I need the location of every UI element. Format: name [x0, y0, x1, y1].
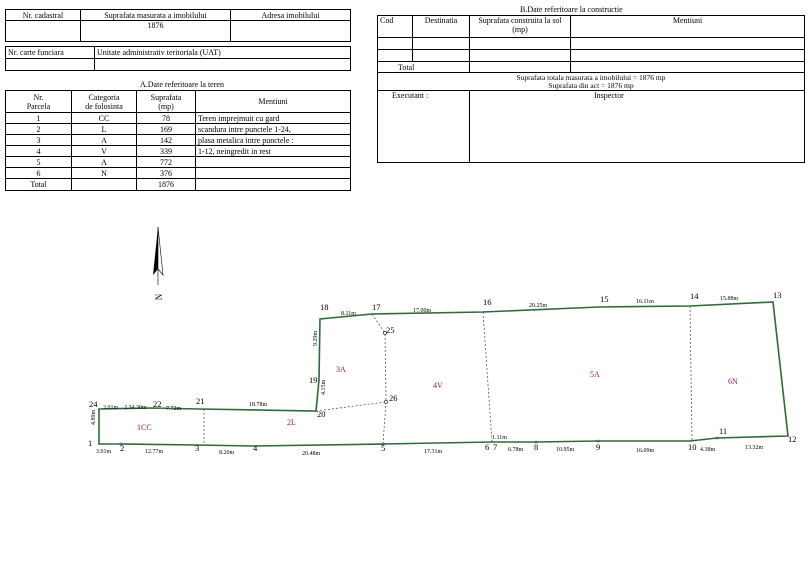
parcel-label: 1CC — [137, 423, 152, 432]
inspector-cell: Inspector — [470, 91, 805, 163]
point-label: 12 — [788, 434, 797, 444]
cell-nr: 1 — [6, 113, 72, 124]
point-label: 16 — [483, 297, 492, 307]
total-value: 1876 — [137, 179, 196, 191]
north-label: N — [154, 293, 164, 301]
header-suprafata-construita: Suprafata construita la sol (mp) — [470, 16, 571, 38]
distance-label: 16.09m — [636, 448, 655, 454]
teren-title: A.Date referitoare la teren — [140, 80, 224, 89]
distance-label: 10.95m — [556, 447, 575, 453]
cell-cat: L — [72, 124, 137, 135]
header-categoria: Categoria de folosinta — [72, 91, 137, 113]
point-label: 18 — [320, 302, 329, 312]
distance-label: 20.25m — [529, 303, 548, 309]
property-boundary — [99, 302, 788, 446]
parcel-label: 5A — [590, 370, 600, 379]
cell-sup: 142 — [137, 135, 196, 146]
distance-label: 13.32m — [745, 445, 764, 451]
header-nr-cadastral: Nr. cadastral — [6, 10, 81, 21]
cell-cat: N — [72, 168, 137, 179]
point-label: 22 — [153, 399, 162, 409]
distance-label: 3.01m — [103, 405, 119, 411]
cell-ment: plasa metalica intre punctele : — [196, 135, 351, 146]
distance-label: 9.29m — [313, 330, 319, 346]
cell-cat: A — [72, 157, 137, 168]
point-label: 9 — [596, 442, 601, 452]
point-label: 19 — [309, 375, 318, 385]
distance-label: 15.88m — [720, 296, 739, 302]
cell-ment: Teren imprejmuit cu gard — [196, 113, 351, 124]
distance-label: 1.11m — [492, 435, 507, 441]
cell-nr: 2 — [6, 124, 72, 135]
total-label: Total — [6, 179, 72, 191]
cell-ment: 1-12, neingredit in rest — [196, 146, 351, 157]
point-label: 25 — [386, 325, 395, 335]
header-adresa-imobilului: Adresa imobilului — [231, 10, 351, 21]
point-label: 17 — [372, 302, 381, 312]
distance-labels — [91, 296, 764, 457]
cell-sup: 376 — [137, 168, 196, 179]
distance-label: 17.00m — [413, 308, 432, 314]
header-cod: Cod — [378, 16, 413, 38]
constructie-total-label: Total — [378, 62, 470, 73]
distance-label: 12.77m — [145, 449, 164, 455]
point-label: 14 — [690, 291, 699, 301]
point-label: 15 — [600, 294, 609, 304]
distance-label: 6.78m — [508, 447, 524, 453]
distance-label: 4.15m — [321, 379, 327, 395]
distance-label: 4.38m — [700, 447, 716, 453]
value-suprafata-masurata: 1876 — [81, 21, 231, 42]
cell-sup: 169 — [137, 124, 196, 135]
distance-label: 16.11m — [636, 299, 654, 305]
parcel-label: 4V — [433, 381, 443, 390]
point-label: 20 — [317, 409, 326, 419]
cell-sup: 339 — [137, 146, 196, 157]
header-mentiuni-b: Mentiuni — [571, 16, 805, 38]
constructie-title: B.Date referitoare la constructie — [520, 5, 623, 14]
distance-label: 8.11m — [341, 311, 356, 317]
header-suprafata: Suprafata (mp) — [137, 91, 196, 113]
distance-label: 20.48m — [302, 451, 321, 457]
point-label: 2 — [120, 443, 125, 453]
cell-sup: 78 — [137, 113, 196, 124]
header-destinatia: Destinatia — [413, 16, 470, 38]
cell-sup: 772 — [137, 157, 196, 168]
point-label: 26 — [389, 393, 398, 403]
header-nr-carte-funciara: Nr. carte funciara — [6, 47, 95, 59]
parcel-label: 3A — [336, 365, 346, 374]
point-label: 3 — [195, 443, 200, 453]
point-label: 6 — [485, 442, 490, 452]
distance-label: 7.72m — [166, 406, 182, 412]
point-label: 8 — [534, 442, 539, 452]
distance-label: 2.34.30m — [124, 405, 147, 411]
header-uat: Unitate administrativ teritoriala (UAT) — [95, 47, 351, 59]
distance-label: 17.31m — [424, 449, 443, 455]
cell-cat: A — [72, 135, 137, 146]
point-label: 10 — [688, 442, 697, 452]
parcel-label: 6N — [728, 377, 738, 386]
point-label: 24 — [89, 399, 98, 409]
executant-cell: Executant : — [378, 91, 470, 163]
cell-nr: 5 — [6, 157, 72, 168]
point-label: 4 — [253, 443, 258, 453]
distance-label: 18.78m — [249, 402, 268, 408]
point-label: 7 — [493, 442, 498, 452]
cell-ment: scandura intre punctele 1-24, — [196, 124, 351, 135]
cell-cat: CC — [72, 113, 137, 124]
parcel-dividers — [204, 306, 692, 445]
point-label: 1 — [88, 438, 93, 448]
point-label: 21 — [196, 396, 205, 406]
parcel-labels — [137, 365, 738, 432]
point-label: 5 — [381, 443, 386, 453]
cell-nr: 3 — [6, 135, 72, 146]
point-label: 11 — [719, 426, 728, 436]
cell-nr: 4 — [6, 146, 72, 157]
summary-line-1: Suprafata totala masurata a imobilului = 1876 mp — [516, 72, 666, 82]
point-label: 13 — [773, 290, 782, 300]
cell-nr: 6 — [6, 168, 72, 179]
summary-line-2: Suprafata din act = 1876 mp — [548, 80, 634, 90]
header-mentiuni: Mentiuni — [196, 91, 351, 113]
distance-label: 3.01m — [96, 449, 112, 455]
header-nr-parcela: Nr. Parcela — [6, 91, 72, 113]
distance-label: 8.20m — [219, 450, 235, 456]
cell-cat: V — [72, 146, 137, 157]
distance-label: 4.89m — [91, 409, 97, 425]
header-suprafata-masurata: Suprafata masurata a imobilului — [81, 10, 231, 21]
parcel-label: 2L — [287, 418, 296, 427]
point-markers — [120, 331, 718, 445]
